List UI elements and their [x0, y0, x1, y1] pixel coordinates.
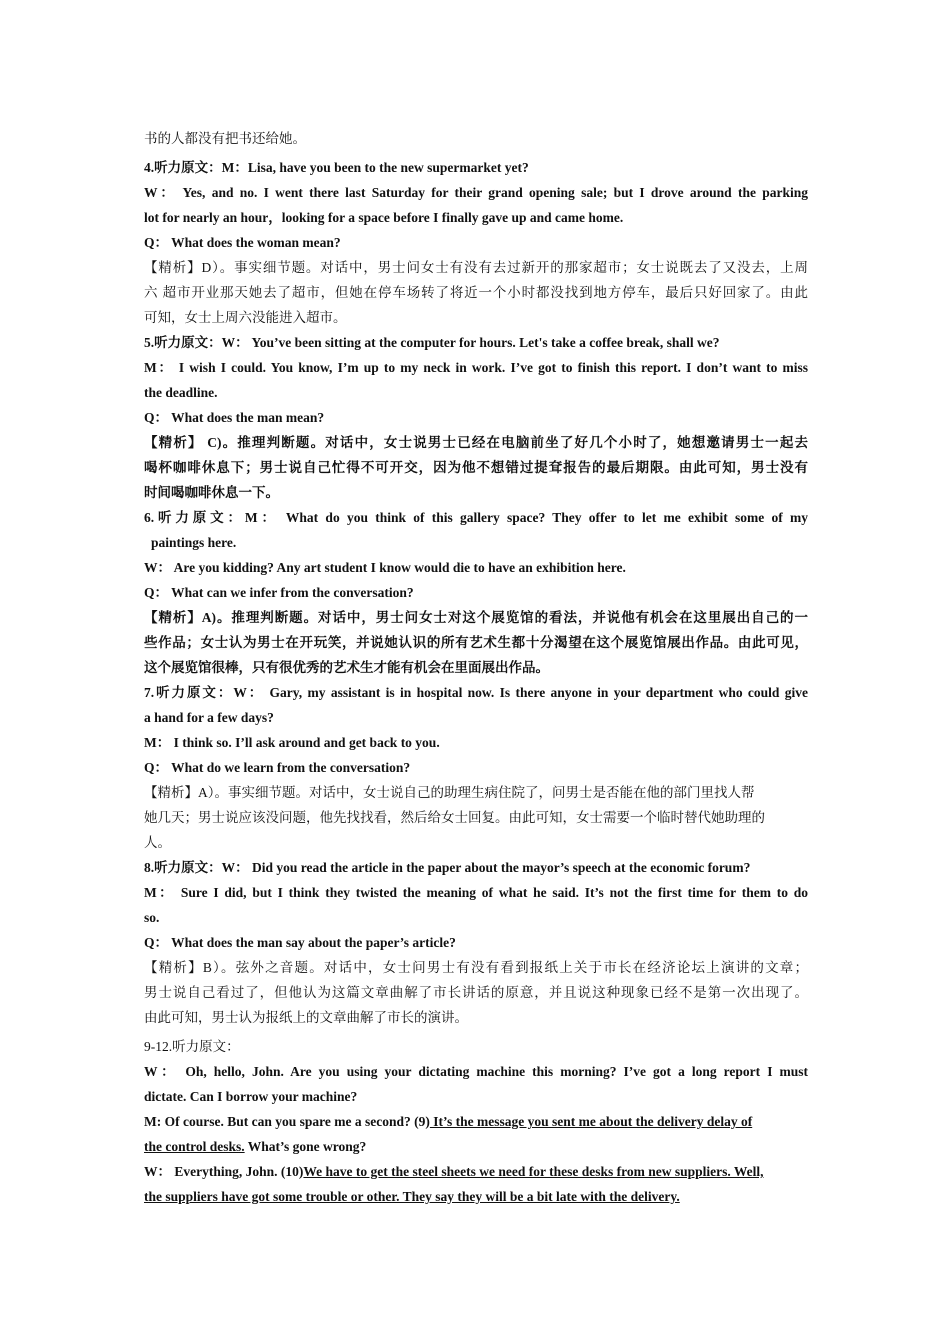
question-7-heading: 7.听力原文：W： Gary, my assistant is in hospital now. Is there anyone in your department who could give	[144, 685, 808, 700]
analysis-line: 这个展览馆很棒，只有很优秀的艺术生才能有机会在里面展出作品。	[144, 660, 549, 675]
document-page	[144, 126, 808, 1209]
dialogue-line	[144, 1134, 808, 1159]
analysis-line: 喝杯咖啡休息下；男士说自己忙得不可开交，因为他不想错过提耷报告的最后期限。由此可知，男士没有	[144, 460, 808, 475]
dialogue-line: dictate. Can I borrow your machine?	[144, 1089, 358, 1104]
dialogue-line	[144, 1159, 808, 1184]
analysis-line: 【精析】 C)。推理判断题。对话中，女士说男士已经在电脑前坐了好几个小时了，她想邀请男士一起去	[144, 435, 808, 450]
analysis-line: 人。	[144, 835, 171, 850]
dialogue-line: M： Sure I did, but I think they twisted the meaning of what he said. It’s not the first time for them to do	[144, 885, 808, 900]
question-line: Q： What does the woman mean?	[144, 235, 341, 250]
text-line: 书的人都没有把书还给她。	[144, 131, 306, 146]
dialogue-line: W： Are you kidding? Any art student I know would die to have an exhibition here.	[144, 560, 626, 575]
dialogue-line: M： I wish I could. You know, I’m up to my neck in work. I’ve got to finish this report. I don’t want to miss	[144, 360, 808, 375]
analysis-line: 【精析】B）。弦外之音题。对话中，女士问男士有没有看到报纸上关于市长在经济论坛上演讲的文章；	[144, 960, 808, 975]
speaker-text: W： Everything, John. (10)	[144, 1164, 304, 1179]
analysis-line: 六 超市开业那天她去了超市，但她在停车场转了将近一个小时都没找到地方停车，最后只好回家了。由此	[144, 285, 808, 300]
dialogue-line	[144, 1109, 808, 1134]
question-line: Q： What do we learn from the conversation?	[144, 760, 411, 775]
question-4-heading: 4.听力原文：M：Lisa, have you been to the new supermarket yet?	[144, 160, 529, 175]
speaker-text: M: Of course. But can you spare me a second? (9)	[144, 1114, 430, 1129]
dialogue-line: the deadline.	[144, 385, 218, 400]
section-9-12-heading: 9-12.听力原文：	[144, 1039, 240, 1054]
question-line: Q： What does the man say about the paper’s article?	[144, 935, 456, 950]
question-5-heading: 5.听力原文：W： You’ve been sitting at the computer for hours. Let's take a coffee break, shall we?	[144, 335, 720, 350]
analysis-line: 她几天；男士说应该没问题，他先找找看，然后给女士回复。由此可知，女士需要一个临时替代她助理的	[144, 810, 765, 825]
dialogue-line: so.	[144, 910, 160, 925]
analysis-line: 些作品；女士认为男士在开玩笑，并说她认识的所有艺术生都十分渴望在这个展览馆展出作品。由此可见，	[144, 635, 808, 650]
dialogue-text: What’s gone wrong?	[244, 1139, 367, 1154]
question-6-heading: 6.听力原文：M： What do you think of this gallery space? They offer to let me exhibit some of my	[144, 510, 808, 525]
analysis-line: 【精析】A）。事实细节题。对话中，女士说自己的助理生病住院了，问男士是否能在他的部门里找人帮	[144, 785, 755, 800]
question-line: Q： What can we infer from the conversation?	[144, 585, 414, 600]
underlined-answer-10: We have to get the steel sheets we need for these desks from new suppliers. Well,	[303, 1164, 764, 1179]
analysis-line: 【精析】D）。事实细节题。对话中，男士问女士有没有去过新开的那家超市；女士说既去了又没去，上周	[144, 260, 808, 275]
question-line: Q： What does the man mean?	[144, 410, 325, 425]
underlined-answer-9-cont: the control desks.	[144, 1139, 245, 1154]
analysis-line: 时间喝咖啡休息一下。	[144, 485, 279, 500]
dialogue-line: lot for nearly an hour，looking for a space before I finally gave up and came home.	[144, 210, 624, 225]
dialogue-line: paintings here.	[151, 535, 237, 550]
dialogue-line: M： I think so. I’ll ask around and get back to you.	[144, 735, 440, 750]
dialogue-line: W： Yes, and no. I went there last Saturday for their grand opening sale; but I drove around the parking	[144, 185, 808, 200]
analysis-line: 可知，女士上周六没能进入超市。	[144, 310, 347, 325]
underlined-answer-10-cont: the suppliers have got some trouble or other. They say they will be a bit late with the delivery.	[144, 1189, 680, 1204]
question-8-heading: 8.听力原文：W： Did you read the article in the paper about the mayor’s speech at the economic forum?	[144, 860, 751, 875]
dialogue-line: a hand for a few days?	[144, 710, 274, 725]
dialogue-line: W： Oh, hello, John. Are you using your dictating machine this morning? I’ve got a long report I must	[144, 1064, 808, 1079]
underlined-answer-9: It’s the message you sent me about the delivery delay of	[429, 1114, 753, 1129]
analysis-line: 男士说自己看过了，但他认为这篇文章曲解了市长讲话的原意，并且说这种现象已经不是第一次出现了。	[144, 985, 808, 1000]
analysis-line: 【精析】A)。推理判断题。对话中，男士问女士对这个展览馆的看法，并说他有机会在这里展出自己的一	[144, 610, 808, 625]
analysis-line: 由此可知，男士认为报纸上的文章曲解了市长的演讲。	[144, 1010, 468, 1025]
